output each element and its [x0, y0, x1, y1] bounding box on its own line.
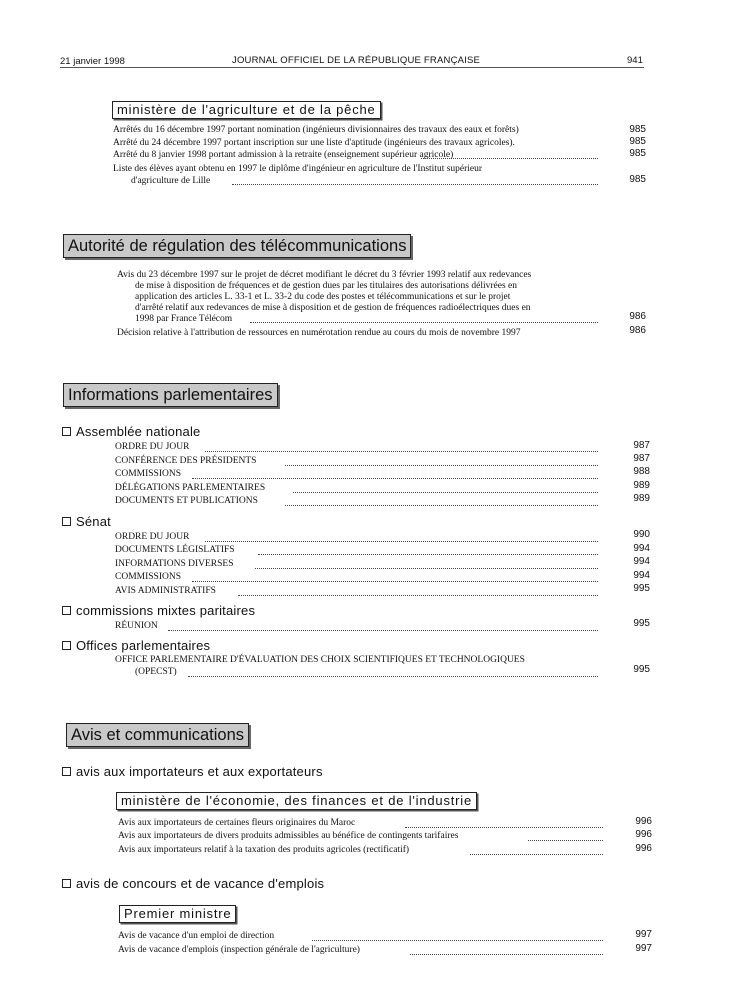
- avis-line: 1998 par France Télécom: [135, 314, 233, 324]
- page-ref: 990: [633, 529, 650, 540]
- checkbox-icon: [62, 879, 71, 888]
- leader-dots: [410, 954, 603, 955]
- leader-dots: [470, 854, 603, 855]
- subsection-importateurs: avis aux importateurs et aux exportateurs: [62, 764, 323, 780]
- subsection-offices: Offices parlementaires: [62, 638, 210, 654]
- list-item: Liste des élèves ayant obtenu en 1997 le diplôme d'ingénieur en agriculture de l'Institut supérieur: [113, 164, 483, 174]
- art-section-title: Autorité de régulation des télécommunications: [63, 234, 411, 258]
- list-item-continued: d'agriculture de Lille: [131, 176, 211, 186]
- checkbox-icon: [62, 517, 71, 526]
- premier-ministre-box: Premier ministre: [119, 905, 236, 923]
- page-ref: 994: [633, 570, 650, 581]
- list-item: INFORMATIONS DIVERSES: [115, 559, 234, 569]
- page-ref: 995: [633, 583, 650, 594]
- list-item: COMMISSIONS: [115, 469, 181, 479]
- list-item: DOCUMENTS LÉGISLATIFS: [115, 545, 235, 555]
- list-item: ORDRE DU JOUR: [115, 532, 190, 542]
- leader-dots: [285, 465, 598, 466]
- leader-dots: [312, 940, 603, 941]
- list-item: OFFICE PARLEMENTAIRE D'ÉVALUATION DES CHOIX SCIENTIFIQUES ET TECHNOLOGIQUES: [115, 655, 525, 665]
- list-item: Avis aux importateurs de certaines fleurs originaires du Maroc: [118, 818, 356, 828]
- list-item: DOCUMENTS ET PUBLICATIONS: [115, 496, 258, 506]
- leader-dots: [238, 595, 598, 596]
- leader-dots: [192, 478, 598, 479]
- leader-dots: [205, 541, 598, 542]
- decision-line: Décision relative à l'attribution de ressources en numérotation rendue au cours du mois de novembre 1997: [117, 328, 521, 338]
- page-ref: 996: [635, 829, 652, 840]
- page-ref: 994: [633, 543, 650, 554]
- list-item: Avis aux importateurs relatif à la taxation des produits agricoles (rectificatif): [118, 845, 410, 855]
- page-ref: 987: [633, 453, 650, 464]
- avis-line: application des articles L. 33-1 et L. 33-2 du code des postes et télécommunications et sur le projet: [135, 292, 511, 302]
- list-item: Arrêté du 8 janvier 1998 portant admission à la retraite (enseignement supérieur agricole): [113, 150, 454, 160]
- list-item: ORDRE DU JOUR: [115, 442, 190, 452]
- checkbox-icon: [62, 767, 71, 776]
- page-ref: 996: [635, 816, 652, 827]
- subsection-assemblee: Assemblée nationale: [62, 424, 201, 440]
- leader-dots: [421, 158, 598, 159]
- header-rule: [60, 67, 644, 68]
- page-ref: 985: [629, 136, 646, 147]
- page-ref: 995: [633, 618, 650, 629]
- avis-line: Avis du 23 décembre 1997 sur le projet de décret modifiant le décret du 3 février 1993 relatif aux redevances: [117, 270, 532, 280]
- leader-dots: [250, 322, 598, 323]
- leader-dots: [188, 676, 598, 677]
- page-ref: 989: [633, 480, 650, 491]
- avis-section-title: Avis et communications: [66, 723, 249, 747]
- list-item: AVIS ADMINISTRATIFS: [115, 586, 216, 596]
- page-ref: 989: [633, 493, 650, 504]
- agriculture-ministry-box: ministère de l'agriculture et de la pêche: [112, 101, 381, 119]
- page-ref: 994: [633, 556, 650, 567]
- leader-dots: [293, 492, 598, 493]
- page-ref: 985: [629, 124, 646, 135]
- subsection-cmp: commissions mixtes paritaires: [62, 603, 255, 619]
- parl-section-title: Informations parlementaires: [63, 383, 278, 407]
- subsection-senat: Sénat: [62, 514, 111, 530]
- leader-dots: [528, 840, 603, 841]
- page-number: 941: [627, 55, 643, 66]
- checkbox-icon: [62, 641, 71, 650]
- page-ref: 986: [629, 325, 646, 336]
- list-item: Arrêté du 24 décembre 1997 portant inscription sur une liste d'aptitude (ingénieurs des travaux agricoles).: [113, 138, 515, 148]
- list-item: CONFÉRENCE DES PRÉSIDENTS: [115, 456, 257, 466]
- list-item: COMMISSIONS: [115, 572, 181, 582]
- avis-line: de mise à disposition de fréquences et de gestion dues par les titulaires des autorisations délivrées en: [135, 281, 518, 291]
- leader-dots: [232, 184, 598, 185]
- list-item: Avis de vacance d'un emploi de direction: [118, 931, 275, 941]
- page-ref: 988: [633, 466, 650, 477]
- page-ref: 997: [635, 929, 652, 940]
- page-ref: 996: [635, 843, 652, 854]
- page-ref: 985: [629, 174, 646, 185]
- list-item: RÉUNION: [115, 621, 158, 631]
- page-ref: 987: [633, 440, 650, 451]
- journal-title: JOURNAL OFFICIEL DE LA RÉPUBLIQUE FRANÇAISE: [232, 55, 481, 66]
- list-item-continued: (OPECST): [135, 667, 177, 677]
- subsection-concours: avis de concours et de vacance d'emplois: [62, 876, 324, 892]
- list-item: Arrêtés du 16 décembre 1997 portant nomination (ingénieurs divisionnaires des travaux des eaux et forêts): [113, 125, 519, 135]
- leader-dots: [405, 827, 603, 828]
- leader-dots: [205, 451, 598, 452]
- header-date: 21 janvier 1998: [60, 56, 125, 67]
- page-ref: 985: [629, 148, 646, 159]
- leader-dots: [255, 568, 598, 569]
- leader-dots: [192, 581, 598, 582]
- page-ref: 997: [635, 943, 652, 954]
- avis-line: d'arrêté relatif aux redevances de mise à disposition et de gestion de fréquences radioélectriques dues en: [135, 303, 531, 313]
- checkbox-icon: [62, 606, 71, 615]
- list-item: Avis aux importateurs de divers produits admissibles au bénéfice de contingents tarifaires: [118, 831, 459, 841]
- leader-dots: [285, 505, 598, 506]
- economy-ministry-box: ministère de l'économie, des finances et de l'industrie: [116, 792, 477, 810]
- leader-dots: [168, 630, 598, 631]
- page-ref: 995: [633, 664, 650, 675]
- checkbox-icon: [62, 427, 71, 436]
- list-item: Avis de vacance d'emplois (inspection générale de l'agriculture): [118, 945, 360, 955]
- leader-dots: [258, 554, 598, 555]
- list-item: DÉLÉGATIONS PARLEMENTAIRES: [115, 483, 266, 493]
- page-ref: 986: [629, 311, 646, 322]
